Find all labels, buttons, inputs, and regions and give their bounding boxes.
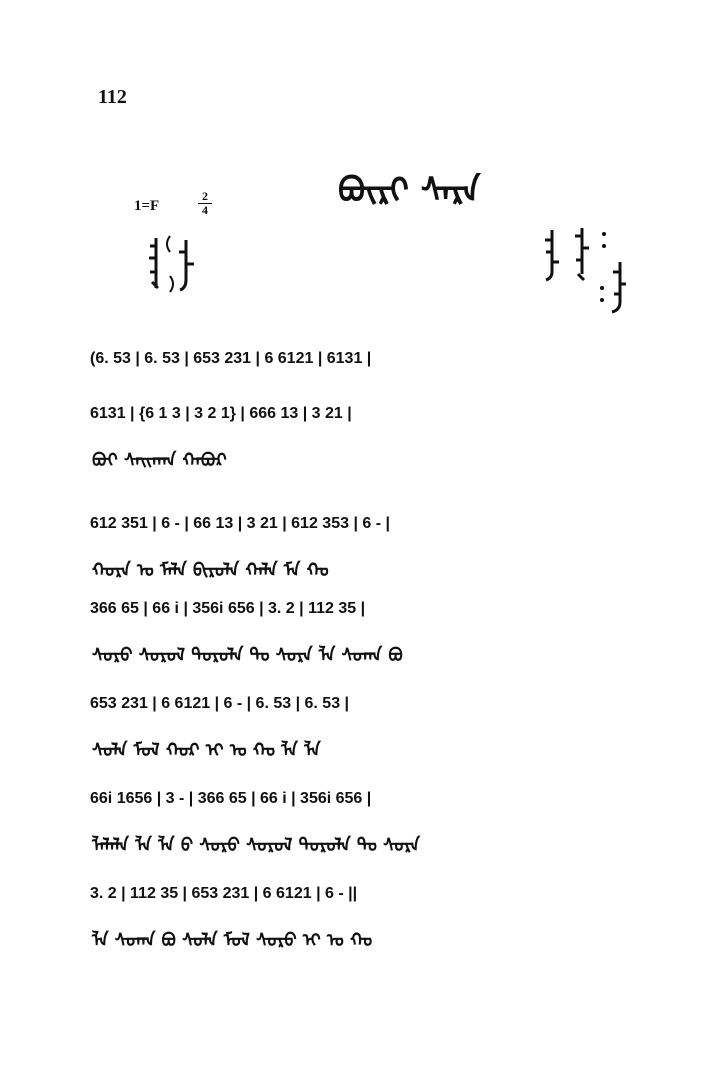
score-row-7 [90,885,645,955]
notation-line: (6. 53 | 6. 53 | 653 231 | 6 6121 | 6131 | [90,350,372,367]
score-row-2 [90,405,645,475]
song-title: ᠪᠦᠷᠢ ᠰᠠᠷᠠ [338,171,481,211]
notation-line: 6131 | {6 1 3 | 3 2 1} | 666 13 | 3 21 | [90,405,352,422]
lyrics-line: ᠯᠠᠯᠠᠯᠠ ᠯᠠ ᠯᠠ ᠪ ᠰᠤᠷᠤ ᠰᠤᠷᠤᠯ ᠲᠤᠷᠤᠯᠠ ᠲᠤ ᠰᠤᠷᠠ [92,835,420,856]
score-row-5 [90,695,645,765]
credit-left-script [142,232,202,294]
score-row-4 [90,600,645,670]
page-number: 112 [98,86,127,108]
lyrics-line: ᠯᠠ ᠰᠤᠬᠠ ᠪᠣ ᠰᠤᠯᠠ ᠮᠤᠯ ᠰᠤᠷᠤ ᠢ ᠣ ᠬᠤ [92,930,373,951]
score-row-3 [90,515,645,585]
lyrics-line: ᠰᠤᠷᠤ ᠰᠤᠷᠤᠯ ᠲᠤᠷᠤᠯᠠ ᠲᠤ ᠰᠤᠷᠠ ᠯᠠ ᠰᠤᠬᠠ ᠪᠣ [92,645,403,666]
notation-line: 3. 2 | 112 35 | 653 231 | 6 6121 | 6 - || [90,885,358,902]
notation-line: 653 231 | 6 6121 | 6 - | 6. 53 | 6. 53 | [90,695,350,712]
notation-line: 612 351 | 6 - | 66 13 | 3 21 | 612 353 | 6 - | [90,515,390,532]
score-row-6 [90,790,645,860]
time-signature [198,190,212,217]
lyrics-line: ᠬᠤᠷᠠ ᠣ ᠮᠠᠯᠠ ᠪᠢᠷᠤᠯᠠ ᠬᠠᠯᠠ ᠮᠠ ᠬᠤ [92,560,329,581]
lyrics-line: ᠰᠤᠯᠠ ᠮᠤᠯ ᠬᠣᠷ ᠢ ᠣ ᠬᠤ ᠯᠠ ᠯᠠ [92,740,321,761]
notation-line: 66i 1656 | 3 - | 366 65 | 66 i | 356i 656 | [90,790,372,807]
key-signature: 1=F [134,198,160,214]
meter-denominator: 4 [202,203,208,217]
credit-right-script [540,222,640,314]
notation-line: 366 65 | 66 i | 356i 656 | 3. 2 | 112 35 | [90,600,366,617]
meter-numerator: 2 [198,190,212,204]
lyrics-line: ᠪᠤᠶ ᠰᠠᠢᠬᠠᠨ ᠬᠠᠪᠤᠷ [92,450,227,471]
